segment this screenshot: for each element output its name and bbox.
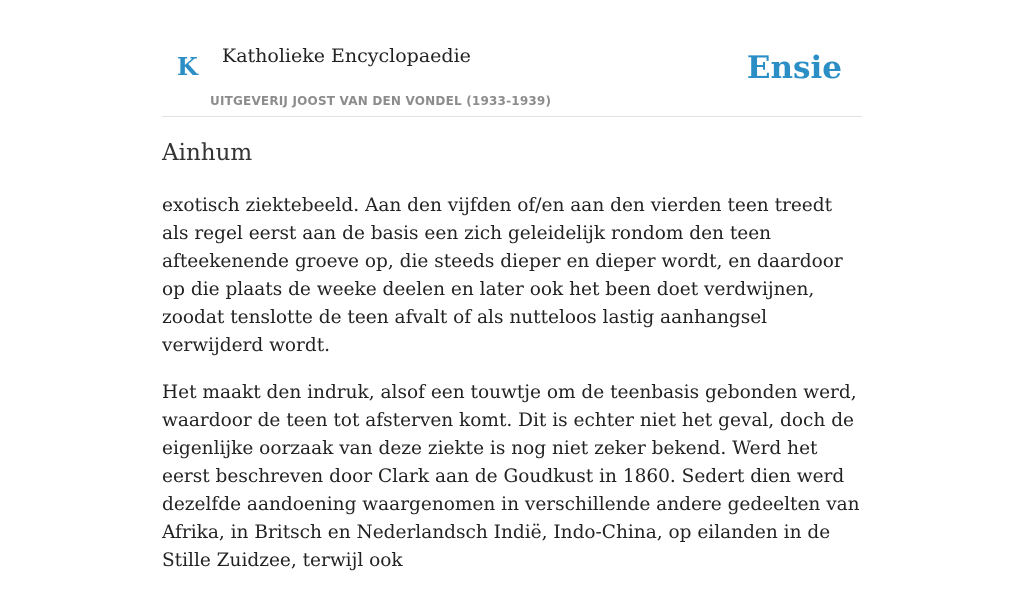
site-header [162,0,862,117]
article-paragraph: exotisch ziektebeeld. Aan den vijfden of/en aan den vierden teen treedt als regel eerst aan de basis een zich geleidelijk rondom den teen afteekenende groeve op, die steeds dieper en dieper wordt, en daardoor op die plaats de weeke deelen en later ook het been doet verdwijnen, zoodat tenslotte de teen afvalt of als nutteloos lastig aanhangsel verwijderd wordt. [162,195,843,356]
article-body [162,192,862,594]
article-title: Ainhum [162,140,253,166]
ensie-brand-link[interactable]: Ensie [746,50,842,86]
site-title-link[interactable]: Katholieke Encyclopaedie [222,45,471,67]
article-paragraph: Het maakt den indruk, alsof een touwtje om de teenbasis gebonden werd, waardoor de teen tot afsterven komt. Dit is echter niet het geval, doch de eigenlijke oorzaak van deze ziekte is nog niet zeker bekend. Werd het eerst beschreven door Clark aan de Goudkust in 1860. Sedert dien werd dezelfde aandoening waargenomen in verschillende andere gedeelten van Afrika, in Britsch en Nederlandsch Indië, Indo-China, op eilanden in de Stille Zuidzee, terwijl ook [162,382,860,571]
page [162,0,862,571]
logo-icon[interactable]: K [177,52,198,81]
publisher-subtitle: UITGEVERIJ JOOST VAN DEN VONDEL (1933-1939) [210,94,552,108]
